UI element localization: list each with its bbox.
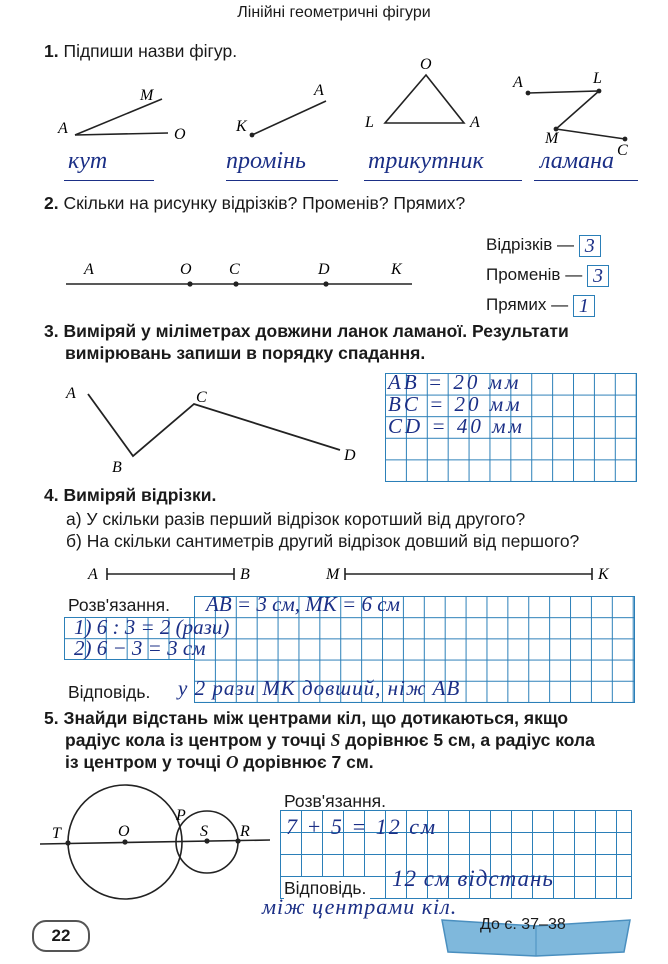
count-lines-box: 1 (573, 295, 595, 317)
polyline-label-b: B (112, 459, 122, 476)
angle-label-a: A (58, 120, 68, 137)
task3-heading (44, 320, 664, 364)
task3-polyline-figure (0, 370, 380, 480)
polyline-label-a: A (513, 74, 523, 91)
task5-number: 5. (44, 708, 59, 728)
task4-solution-line2: 1) 6 : 3 = 2 (рази) (74, 615, 230, 639)
polyline-label-l: L (593, 70, 602, 87)
answer-underline (64, 180, 154, 181)
task4-heading (44, 484, 216, 506)
ray-figure (235, 82, 326, 137)
task4-segments-figure (0, 558, 668, 588)
task4-solution-label: Розв'язання. (68, 594, 174, 616)
task5-answer-label: Відповідь. (284, 877, 370, 899)
answer-bc: BC = 20 мм (388, 392, 523, 416)
angle-figure (57, 87, 186, 143)
triangle-label-a: A (470, 114, 480, 131)
task5-solution-label: Розв'язання. (284, 791, 387, 811)
task5-answer-line2: між центрами кіл. (262, 894, 458, 919)
segment-label-k: K (598, 566, 609, 583)
polyline-label-d: D (344, 447, 356, 464)
answer-angle: кут (68, 148, 108, 174)
segment-label-m: M (326, 566, 340, 583)
answer-underline (226, 180, 338, 181)
angle-label-o: O (174, 126, 186, 143)
count-rays-box: 3 (587, 265, 609, 287)
count-segments-row (486, 230, 609, 260)
circle-label-s: S (200, 823, 208, 840)
task4-answer-label: Відповідь. (68, 681, 154, 703)
task3-answers (388, 371, 525, 437)
point-label-c: C (229, 261, 240, 278)
answer-ray: промінь (226, 148, 306, 174)
polyline-label-c: C (617, 142, 628, 159)
task1-number: 1. (44, 41, 59, 61)
task2-text: Скільки на рисунку відрізків? Променів? Прямих? (63, 193, 466, 213)
circle-label-r: R (240, 823, 250, 840)
task3-text-line1: Виміряй у міліметрах довжини ланок ламаної. Результати (63, 321, 569, 341)
task5-text-line2-post: дорівнює 5 см, а радіус кола (340, 730, 595, 750)
segment-label-a: A (88, 566, 98, 583)
task5-text-line2 (65, 730, 595, 750)
answer-polyline: ламана (540, 148, 614, 174)
count-lines-row (486, 290, 609, 320)
task5-var-s: S (330, 730, 341, 750)
count-rays-row (486, 260, 609, 290)
polyline-label-m: M (545, 130, 559, 147)
circle-label-t: T (52, 825, 61, 842)
page-number: 22 (32, 920, 90, 952)
point-label-a: A (84, 261, 94, 278)
task5-text-line2-pre: радіус кола із центром у точці (65, 730, 331, 750)
triangle-label-l: L (365, 114, 374, 131)
task5-text-line3-pre: із центром у точці (65, 752, 226, 772)
polyline-label-c: C (196, 389, 207, 406)
segment-label-b: B (240, 566, 250, 583)
task2-line-figure (0, 250, 480, 300)
page-reference: До с. 37–38 (480, 916, 566, 933)
ray-label-k: K (236, 118, 247, 135)
task5-answer-line1: 12 см відстань (392, 866, 554, 891)
point-label-k: K (391, 261, 402, 278)
answer-underline (534, 180, 638, 181)
task2-answers (486, 230, 609, 320)
count-lines-label: Прямих — (486, 295, 569, 314)
page-title: Лінійні геометричні фігури (237, 4, 431, 21)
circle-label-p: P (176, 807, 186, 824)
answer-underline (364, 180, 522, 181)
triangle-label-o: O (420, 56, 432, 73)
answer-cd: CD = 40 мм (388, 414, 525, 438)
task5-circles-figure (0, 780, 280, 910)
task5-heading (44, 707, 664, 773)
task1-text: Підпиши назви фігур. (63, 41, 238, 61)
angle-label-m: M (140, 87, 154, 104)
count-segments-box: 3 (579, 235, 601, 257)
ray-label-a: A (314, 82, 324, 99)
polyline-label-a: A (66, 385, 76, 402)
task4-text: Виміряй відрізки. (63, 485, 217, 505)
answer-ab: AB = 20 мм (388, 370, 522, 394)
point-label-d: D (318, 261, 330, 278)
task3-number: 3. (44, 321, 59, 341)
task4-answer-text: у 2 рази MK довший, ніж AB (178, 676, 461, 700)
point-label-o: O (180, 261, 192, 278)
task2-number: 2. (44, 193, 59, 213)
triangle-figure (364, 56, 480, 131)
task5-solution-text: 7 + 5 = 12 см (286, 814, 437, 839)
count-segments-label: Відрізків — (486, 235, 575, 254)
circle-label-o: O (118, 823, 130, 840)
polyline-figure (512, 70, 628, 159)
task4-solution-line1: AB = 3 см, MK = 6 см (206, 592, 400, 616)
answer-triangle: трикутник (368, 148, 484, 174)
task3-text-line2: вимірювань запиши в порядку спадання. (65, 343, 426, 363)
task5-text-line3 (65, 752, 374, 772)
task5-var-o: O (225, 752, 239, 772)
task4-solution-line3: 2) 6 − 3 = 3 см (74, 636, 206, 660)
task2-heading (44, 192, 465, 214)
count-rays-label: Променів — (486, 265, 583, 284)
task5-text-line1: Знайди відстань між центрами кіл, що дотикаються, якщо (63, 708, 569, 728)
task5-text-line3-post: дорівнює 7 см. (238, 752, 374, 772)
task4-sub-b: б) На скільки сантиметрів другий відрізок довший від першого? (66, 531, 580, 551)
task4-sub-a: а) У скільки разів перший відрізок коротший від другого? (66, 509, 526, 529)
task4-number: 4. (44, 485, 59, 505)
